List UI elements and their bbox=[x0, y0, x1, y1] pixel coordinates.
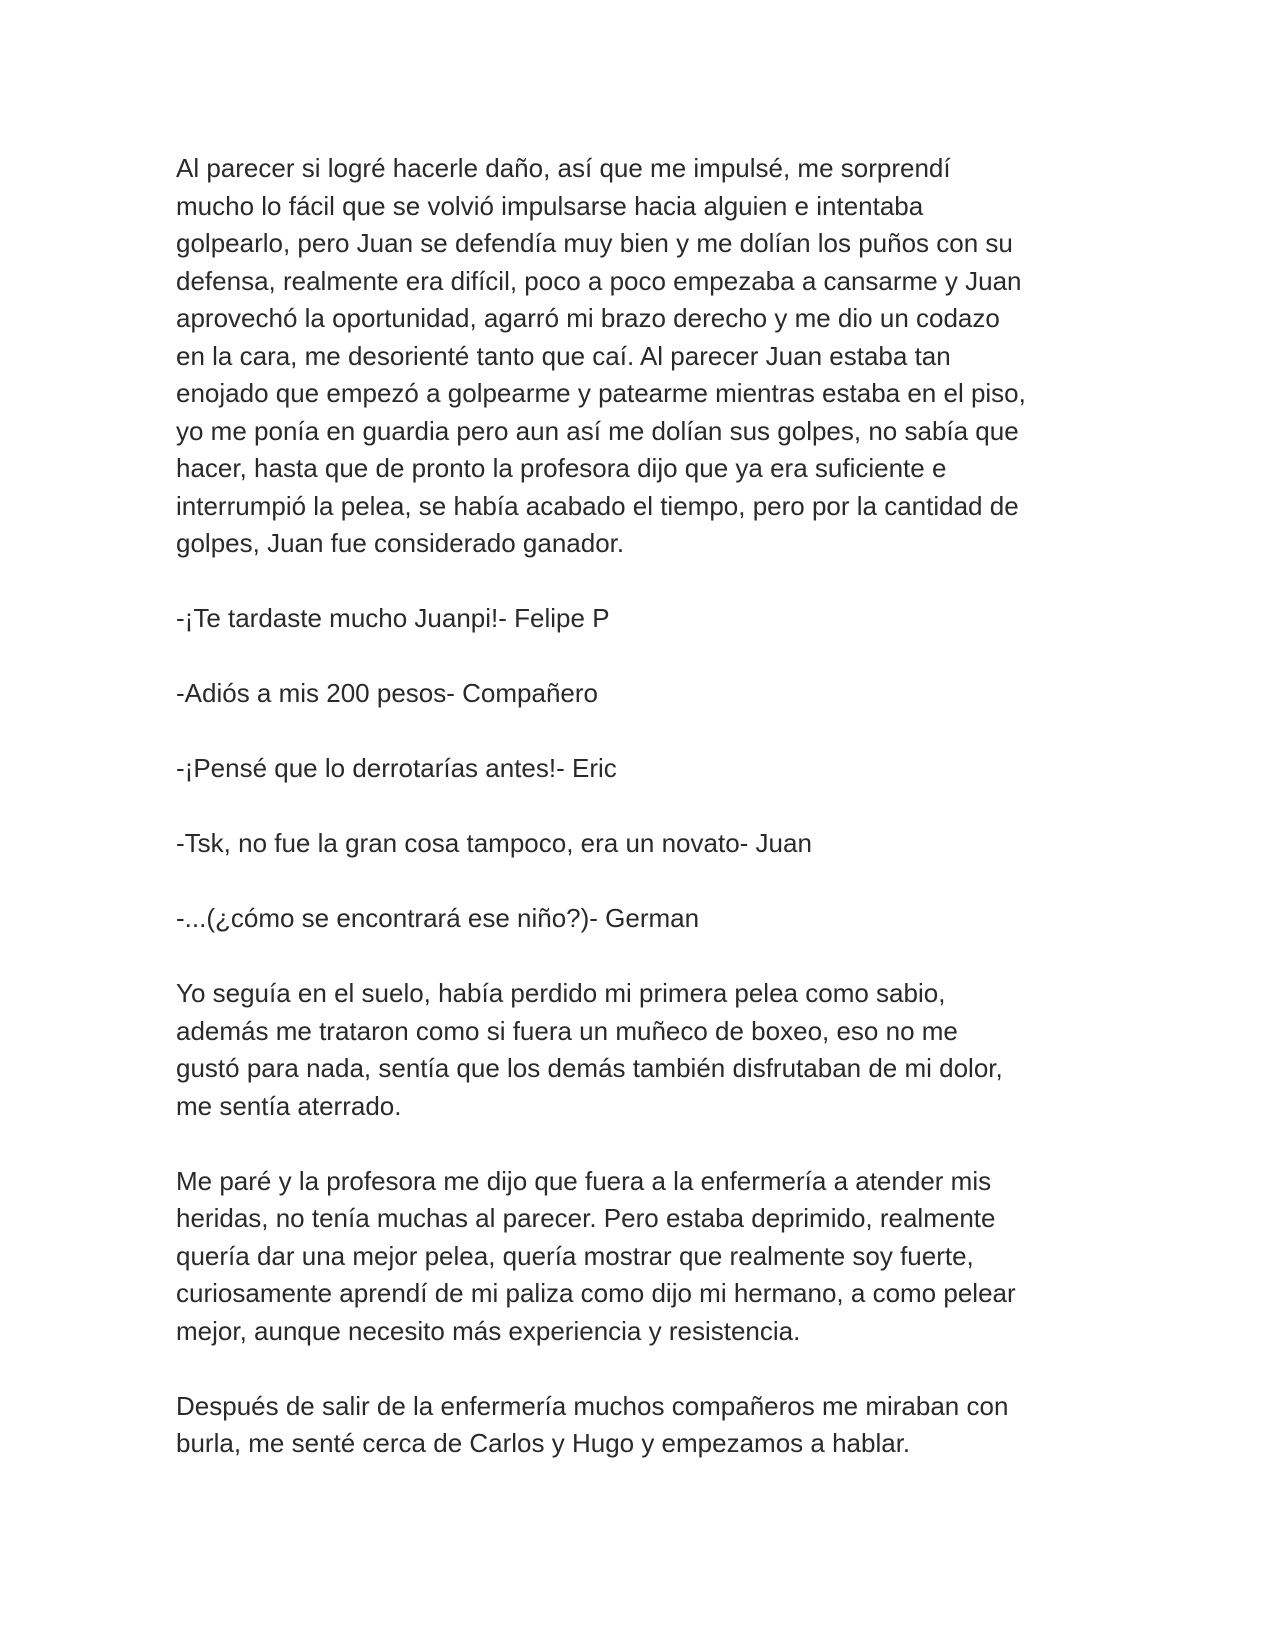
dialogue-juan: -Tsk, no fue la gran cosa tampoco, era un novato- Juan bbox=[176, 828, 812, 858]
dialogue-german: -...(¿cómo se encontrará ese niño?)- German bbox=[176, 903, 700, 933]
document-body bbox=[176, 150, 1116, 1500]
paragraph-infirmary: Me paré y la profesora me dijo que fuera a la enfermería a atender mis heridas, no tenía muchas al parecer. Pero estaba deprimido, realmente quería dar una mejor pelea, quería mostrar que realmente soy fuerte, curiosamente aprendí de mi paliza como dijo mi hermano, a como pelear mejor, aunque necesito más experiencia y resistencia. bbox=[176, 1165, 1016, 1346]
paragraph-on-the-floor: Yo seguía en el suelo, había perdido mi primera pelea como sabio, además me trataron como si fuera un muñeco de boxeo, eso no me gustó para nada, sentía que los demás también disfrutaban de mi dolor, me sentía aterrado. bbox=[176, 978, 1003, 1121]
paragraph-fight-narration: Al parecer si logré hacerle daño, así que me impulsé, me sorprendí mucho lo fácil que se volvió impulsarse hacia alguien e intentaba golpearlo, pero Juan se defendía muy bien y me dolían los puños con su defensa, realmente era difícil, poco a poco empezaba a cansarme y Juan aprovechó la oportunidad, agarró mi brazo derecho y me dio un codazo en la cara, me desorienté tanto que caí. Al parecer Juan estaba tan enojado que empezó a golpearme y patearme mientras estaba en el piso, yo me ponía en guardia pero aun así me dolían sus golpes, no sabía que hacer, hasta que de pronto la profesora dijo que ya era suficiente e interrumpió la pelea, se había acabado el tiempo, pero por la cantidad de golpes, Juan fue considerado ganador. bbox=[176, 153, 1026, 558]
dialogue-felipe: -¡Te tardaste mucho Juanpi!- Felipe P bbox=[176, 603, 610, 633]
dialogue-companero: -Adiós a mis 200 pesos- Compañero bbox=[176, 678, 598, 708]
paragraph-after-infirmary: Después de salir de la enfermería muchos compañeros me miraban con burla, me senté cerca de Carlos y Hugo y empezamos a hablar. bbox=[176, 1390, 1009, 1458]
dialogue-eric: -¡Pensé que lo derrotarías antes!- Eric bbox=[176, 753, 617, 783]
